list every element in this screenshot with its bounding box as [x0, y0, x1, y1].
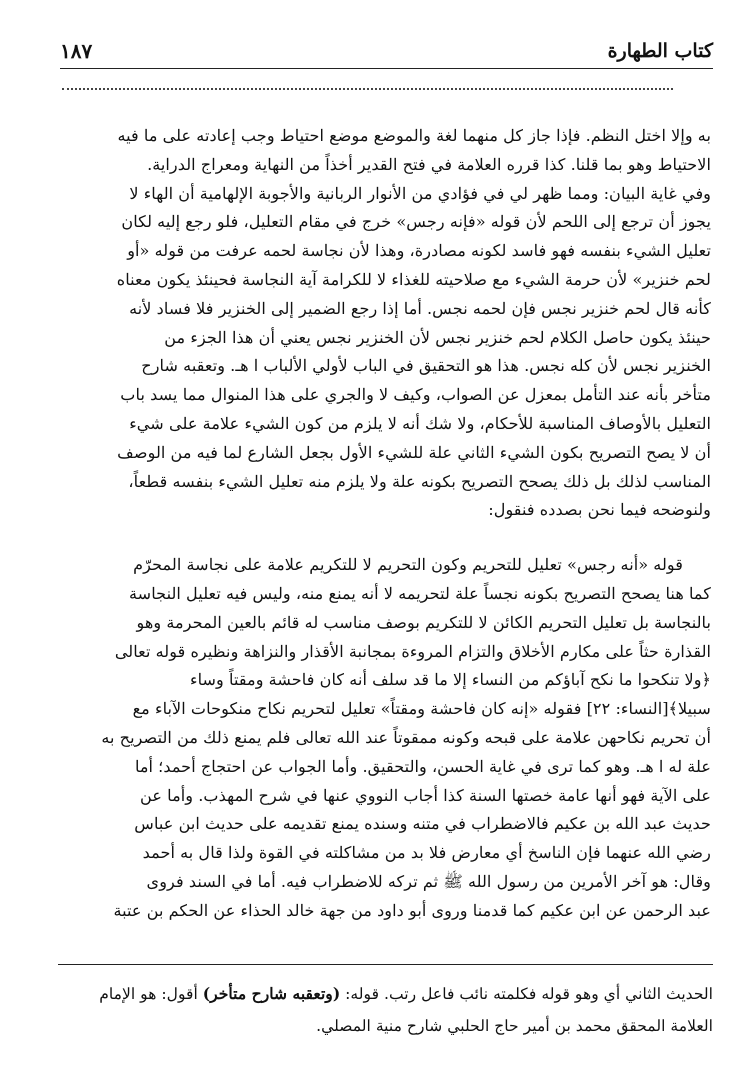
- text-line: سبيلا﴾[النساء: ٢٢] فقوله «إنه كان فاحشة ومقتاً» تعليل لتحريم نكاح منكوحات الآباء مع: [132, 699, 711, 719]
- text-line: المناسب لذلك بل ذلك يصحح التصريح بكونه علة ولا يلزم منه تعليل الشيء بنفسه قطعاً،: [128, 471, 711, 491]
- footnote-line: [56, 978, 713, 1010]
- text-line: يجوز أن ترجع إلى اللحم لأن قوله «فإنه رجس» خرج في مقام التعليل، فلو رجع إليه لكان: [121, 212, 711, 232]
- footnote-quoted-phrase: (وتعقبه شارح متأخر): [202, 984, 341, 1003]
- text-line: على الآية فهو أنها عامة خصتها السنة كذا أجاب النووي عنها في شرح المهذب. وأما عن: [140, 785, 711, 805]
- page-number: ١٨٧: [60, 39, 93, 63]
- dotted-divider: [62, 88, 673, 90]
- text-line: حينئذ يكون حاصل الكلام لحم خنزير نجس لأن الخنزير نجس يعني أن هذا الجزء من: [164, 327, 711, 347]
- text-line: بالنجاسة بل تعليل التحريم الكائن لا للتكريم بوصف مناسب له قائم بالعين المحرمة وهو: [136, 612, 711, 632]
- page-header: [60, 36, 713, 66]
- text-line: به وإلا اختل النظم. فإذا جاز كل منهما لغة والموضع موضع احتياط وجب إعادته على ما فيه: [117, 126, 711, 145]
- header-divider: [60, 68, 713, 69]
- text-line: لحم خنزير» لأن حرمة الشيء مع صلاحيته للغذاء لا للكرامة آية النجاسة فحينئذ يكون معناه: [116, 269, 711, 289]
- text-line: وفي غاية البيان: ومما ظهر لي في فؤادي من الأنوار الربانية والأجوبة الإلهامية أن الهاء لا: [129, 183, 711, 203]
- main-text: [62, 122, 711, 926]
- text-line: تعليل الشيء بنفسه فهو فاسد لكونه مصادرة، وهذا لأن نجاسة لحمه عرفت من قوله «أو: [127, 241, 711, 261]
- paragraph-gap: [62, 525, 711, 551]
- text-line: القذارة حثاً على مكارم الأخلاق والتزام المروءة بمجانبة الأقذار والنزاهة ونظيره قوله تعالى: [114, 641, 711, 661]
- text-line: حديث عبد الله بن عكيم فالاضطراب في متنه وسنده يمنع تقديمه على حديث ابن عباس: [134, 814, 711, 834]
- footnotes: [56, 978, 713, 1042]
- text-line: متأخر بأنه عند التأمل بمعزل عن الصواب، وكيف لا والجري على هذا المنوال مما يسد باب: [120, 385, 711, 405]
- text-line: رضي الله عنهما فإن الناسخ أي معارض فلا بد من مشاكلته في القوة ولذا قال به أحمد: [142, 843, 711, 863]
- text-line: وقال: هو آخر الأمرين من رسول الله ﷺ ثم تركه للاضطراب فيه. أما في السند فروى: [146, 871, 711, 891]
- text-line: ولنوضحه فيما نحن بصدده فنقول:: [488, 500, 711, 520]
- text-line: ﴿ولا تنكحوا ما نكح آباؤكم من النساء إلا ما قد سلف أنه كان فاحشة ومقتاً وساء: [189, 670, 711, 690]
- text-line: كأنه قال لحم خنزير نجس فإن لحمه نجس. أما إذا رجع الضمير إلى الخنزير فلا فساد لأنه: [129, 298, 711, 318]
- text-line: الخنزير نجس لأن كله نجس. هذا هو التحقيق في الباب لأولي الألباب ا هـ. وتعقبه شارح: [141, 356, 711, 376]
- text-line: قوله «أنه رجس» تعليل للتحريم وكون التحريم لا للتكريم علامة على نجاسة المحرّم: [133, 555, 683, 575]
- text-line: التعليل بالأوصاف المناسبة للأحكام، ولا شك أنه لا يلزم من كون الشيء علامة على شيء: [129, 413, 711, 433]
- footnote-text: الحديث الثاني أي وهو قوله فكلمته نائب فاعل رتب. قوله:: [340, 985, 713, 1003]
- footnote-line: العلامة المحقق محمد بن أمير حاج الحلبي شارح منية المصلي.: [316, 1017, 713, 1035]
- text-line: الاحتياط وهو بما قلنا. كذا قرره العلامة في فتح القدير أخذاً من النهاية ومعراج الدراية.: [147, 154, 711, 174]
- text-line: كما هنا يصحح التصريح بكونه نجساً علة لتحريمه لا أنه يمنع منه، وليس فيه تعليل النجاسة: [128, 583, 711, 603]
- text-line: أن لا يصح التصريح بكون الشيء الثاني علة للشيء الأول بجعل الشارع لما فيه من الوصف: [117, 442, 711, 462]
- text-line: عبد الرحمن عن ابن عكيم كما قدمنا وروى أبو داود من جهة خالد الحذاء عن الحكم بن عتبة: [113, 900, 711, 920]
- book-title: كتاب الطهارة: [607, 40, 713, 62]
- footnote-divider: [58, 964, 713, 965]
- footnote-text: أقول: هو الإمام: [99, 985, 203, 1003]
- text-line: علة له ا هـ. وهو كما ترى في غاية الحسن، والتحقيق. وأما الجواب عن احتجاج أحمد؛ أما: [134, 756, 711, 776]
- text-line: أن تحريم نكاحهن علامة على قبحه وكونه ممقوتاً عند الله تعالى فلم يمنع ذلك من التصريح به: [101, 727, 711, 747]
